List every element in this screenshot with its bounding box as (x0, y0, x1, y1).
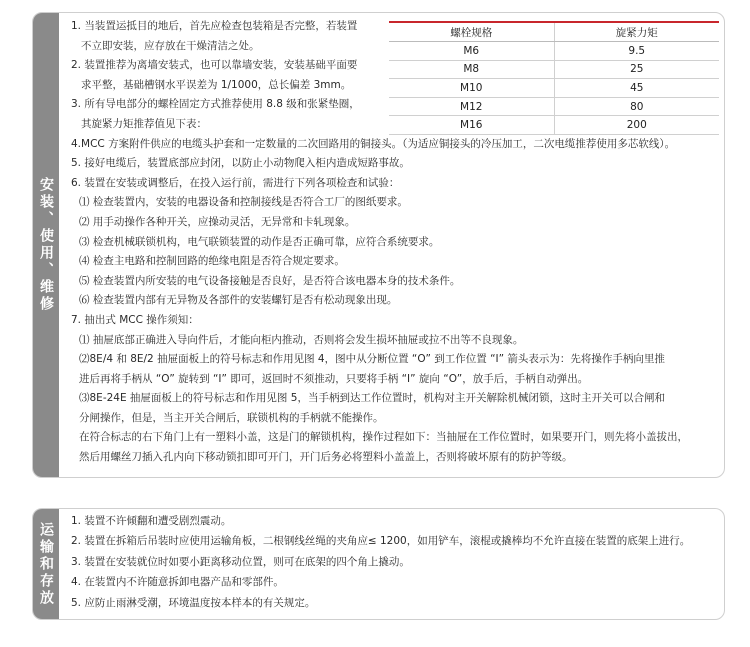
section-label: 运输和存放 (38, 521, 54, 607)
section-label-bar (33, 509, 59, 619)
torque-cell: 200 (554, 116, 719, 135)
text-line: 7. 抽出式 MCC 操作须知： (71, 313, 199, 326)
text-line: 3. 装置在安装就位时如要小距离移动位置，则可在底架的四个角上撬动。 (71, 555, 410, 568)
text-line: ⑵ 用手动操作各种开关，应操动灵活，无异常和卡轧现象。 (79, 215, 356, 228)
text-line: 2. 装置在拆箱后吊装时应使用运输角板，二根钢线丝绳的夹角应≤ 1200，如用铲车，滚棍或撬棒均不允许直接在装置的底架上进行。 (71, 535, 691, 548)
bolt-torque-table (389, 21, 719, 135)
table-row (389, 79, 719, 98)
text-line: 分闸操作，但是，当主开关合闸后，联锁机构的手柄就不能操作。 (79, 411, 384, 424)
torque-cell: 80 (554, 97, 719, 116)
text-line: 5. 应防止雨淋受潮，环境温度按本样本的有关规定。 (71, 596, 316, 609)
text-line: 6. 装置在安装或调整后，在投入运行前，需进行下列各项检查和试验： (71, 176, 400, 189)
text-line: ⑷ 检查主电路和控制回路的绝缘电阻是否符合规定要求。 (79, 255, 345, 268)
intro-line: 2. 装置推荐为离墙安装式，也可以靠墙安装，安装基础平面要 (71, 59, 358, 72)
bolt-spec-cell: M6 (389, 42, 554, 61)
column-header: 螺栓规格 (389, 22, 554, 42)
torque-cell: 9.5 (554, 42, 719, 61)
intro-line: 其旋紧力矩推荐值见下表： (81, 117, 207, 130)
bolt-spec-cell: M8 (389, 60, 554, 79)
text-line: 4. 在装置内不许随意拆卸电器产品和零部件。 (71, 576, 284, 589)
torque-cell: 25 (554, 60, 719, 79)
text-line: 4.MCC 方案附件供应的电缆头护套和一定数量的二次回路用的铜接头。（为适应铜接头的冷压加工，二次电缆推荐使用多芯软线）。 (71, 137, 676, 150)
intro-line: 3. 所有导电部分的螺栓固定方式推荐使用 8.8 级和张紧垫圈， (71, 98, 360, 111)
text-line: ⑶8E-24E 抽屉面板上的符号标志和作用见图 5，当手柄到达工作位置时，机构对主开关解除机械闭锁，这时主开关可以合闸和 (79, 392, 665, 405)
text-line: ⑴ 检查装置内，安装的电器设备和控制接线是否符合工厂的图纸要求。 (79, 196, 408, 209)
section-content (71, 511, 716, 613)
install-use-maintenance-panel (32, 12, 725, 478)
text-line: 进后再将手柄从 “O” 旋转到 “I” 即可，返回时不须推动，只要将手柄 “I” 旋向 “O”，放手后，手柄自动弹出。 (79, 372, 589, 385)
text-line: ⑹ 检查装置内部有无异物及各部件的安装螺钉是否有松动现象出现。 (79, 294, 398, 307)
column-header: 旋紧力矩 (554, 22, 719, 42)
intro-line: 不立即安装，应存放在干燥清洁之处。 (81, 39, 260, 52)
bolt-spec-cell: M10 (389, 79, 554, 98)
transport-storage-panel (32, 508, 725, 620)
table-row (389, 97, 719, 116)
bolt-spec-cell: M16 (389, 116, 554, 135)
text-line: ⑵8E/4 和 8E/2 抽屉面板上的符号标志和作用见图 4，图中从分断位置 “O” 到工作位置 “I” 箭头表示为：先将操作手柄向里推 (79, 353, 665, 366)
bolt-spec-cell: M12 (389, 97, 554, 116)
text-line: ⑶ 检查机械联锁机构，电气联锁装置的动作是否正确可靠，应符合系统要求。 (79, 235, 440, 248)
intro-line: 1. 当装置运抵目的地后，首先应检查包装箱是否完整，若装置 (71, 20, 358, 32)
text-line: ⑴ 抽屉底部正确进入导向件后，才能向柜内推动，否则将会发生损坏抽屉或拉不出等不良现象。 (79, 333, 524, 346)
section-label: 安装、使用、维修 (38, 177, 54, 313)
table-row (389, 42, 719, 61)
torque-cell: 45 (554, 79, 719, 98)
text-line: 然后用螺丝刀插入孔内向下移动锁扣即可开门，开门后务必将塑料小盖盖上，否则将破坏原有的防护等级。 (79, 451, 573, 464)
section-label-bar (33, 13, 59, 477)
table-row (389, 116, 719, 135)
text-line: 在符合标志的右下角门上有一塑料小盖，这是门的解锁机构，操作过程如下：当抽屉在工作位置时，如果要开门，则先将小盖拔出， (79, 431, 688, 444)
text-line: ⑸ 检查装置内所安装的电气设备接触是否良好，是否符合该电器本身的技术条件。 (79, 274, 461, 287)
table-row (389, 60, 719, 79)
text-line: 5. 接好电缆后，装置底部应封闭，以防止小动物爬入柜内造成短路事故。 (71, 157, 410, 170)
table-header-row (389, 22, 719, 42)
intro-line: 求平整，基础槽钢水平误差为 1/1000，总长偏差 3mm。 (81, 78, 352, 91)
text-line: 1. 装置不许倾翻和遭受剧烈震动。 (71, 515, 232, 527)
